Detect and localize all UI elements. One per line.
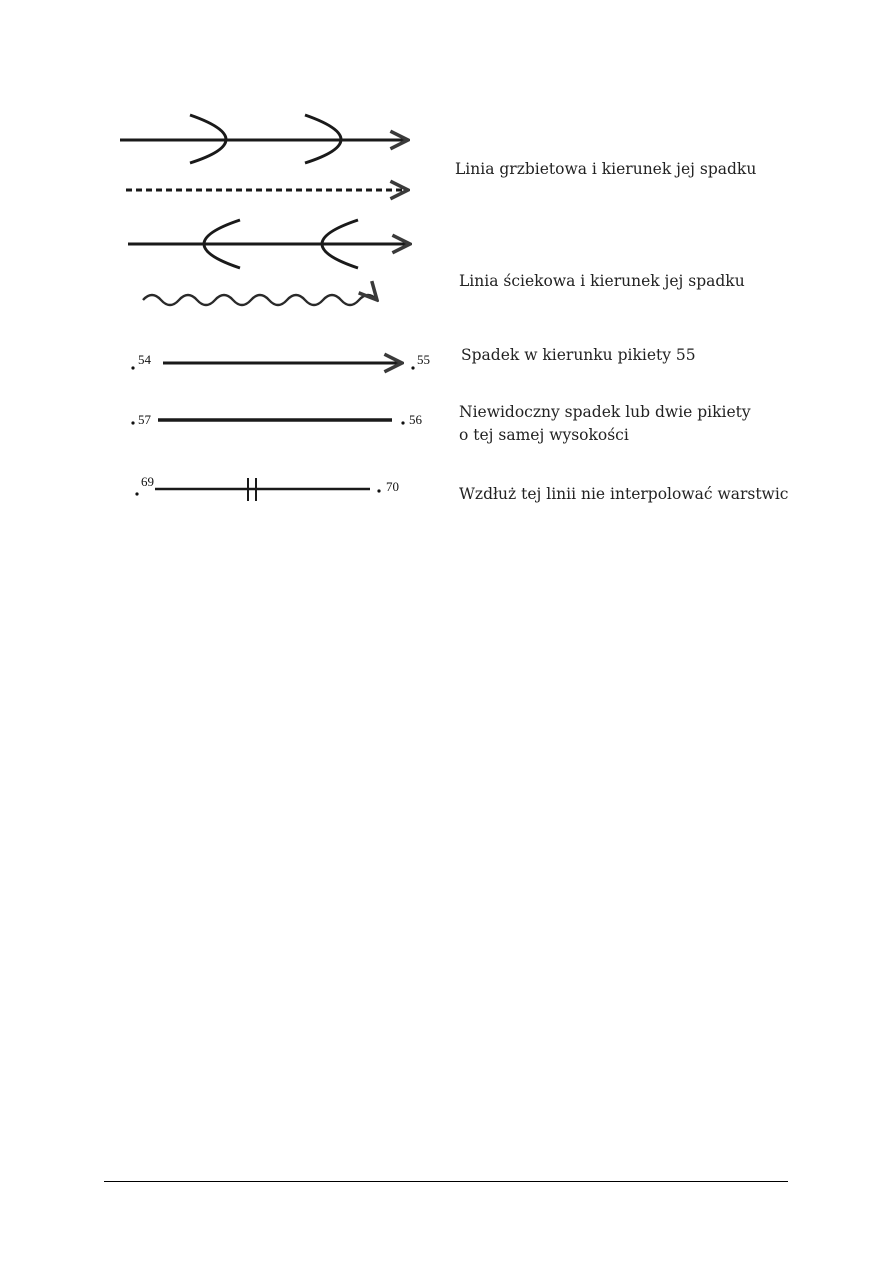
footer-divider — [104, 1181, 788, 1182]
point-label-70: 70 — [386, 479, 399, 494]
slope-direction-symbol — [131, 352, 430, 370]
invisible-slope-label-line2: o tej samej wysokości — [459, 426, 629, 444]
terrain-symbols-legend — [0, 0, 893, 560]
slope-direction-label: Spadek w kierunku pikiety 55 — [461, 346, 696, 364]
point-label-69: 69 — [141, 474, 154, 489]
point-label-57: 57 — [138, 412, 151, 427]
valley-line-symbol-wavy — [143, 295, 377, 305]
invisible-slope-label-line1: Niewidoczny spadek lub dwie pikiety — [459, 403, 751, 421]
valley-line-symbol-solid — [128, 220, 410, 268]
no-interpolation-symbol — [135, 474, 399, 501]
ridge-line-symbol-solid — [120, 115, 408, 163]
point-label-56: 56 — [409, 412, 422, 427]
ridge-line-label: Linia grzbietowa i kierunek jej spadku — [455, 160, 757, 178]
legend-symbols-graphic — [0, 0, 893, 560]
no-interpolation-label: Wzdłuż tej linii nie interpolować warstwic — [459, 485, 789, 503]
point-label-54: 54 — [138, 352, 151, 367]
valley-line-label: Linia ściekowa i kierunek jej spadku — [459, 272, 745, 290]
point-label-55: 55 — [417, 352, 430, 367]
invisible-slope-symbol — [131, 412, 422, 427]
